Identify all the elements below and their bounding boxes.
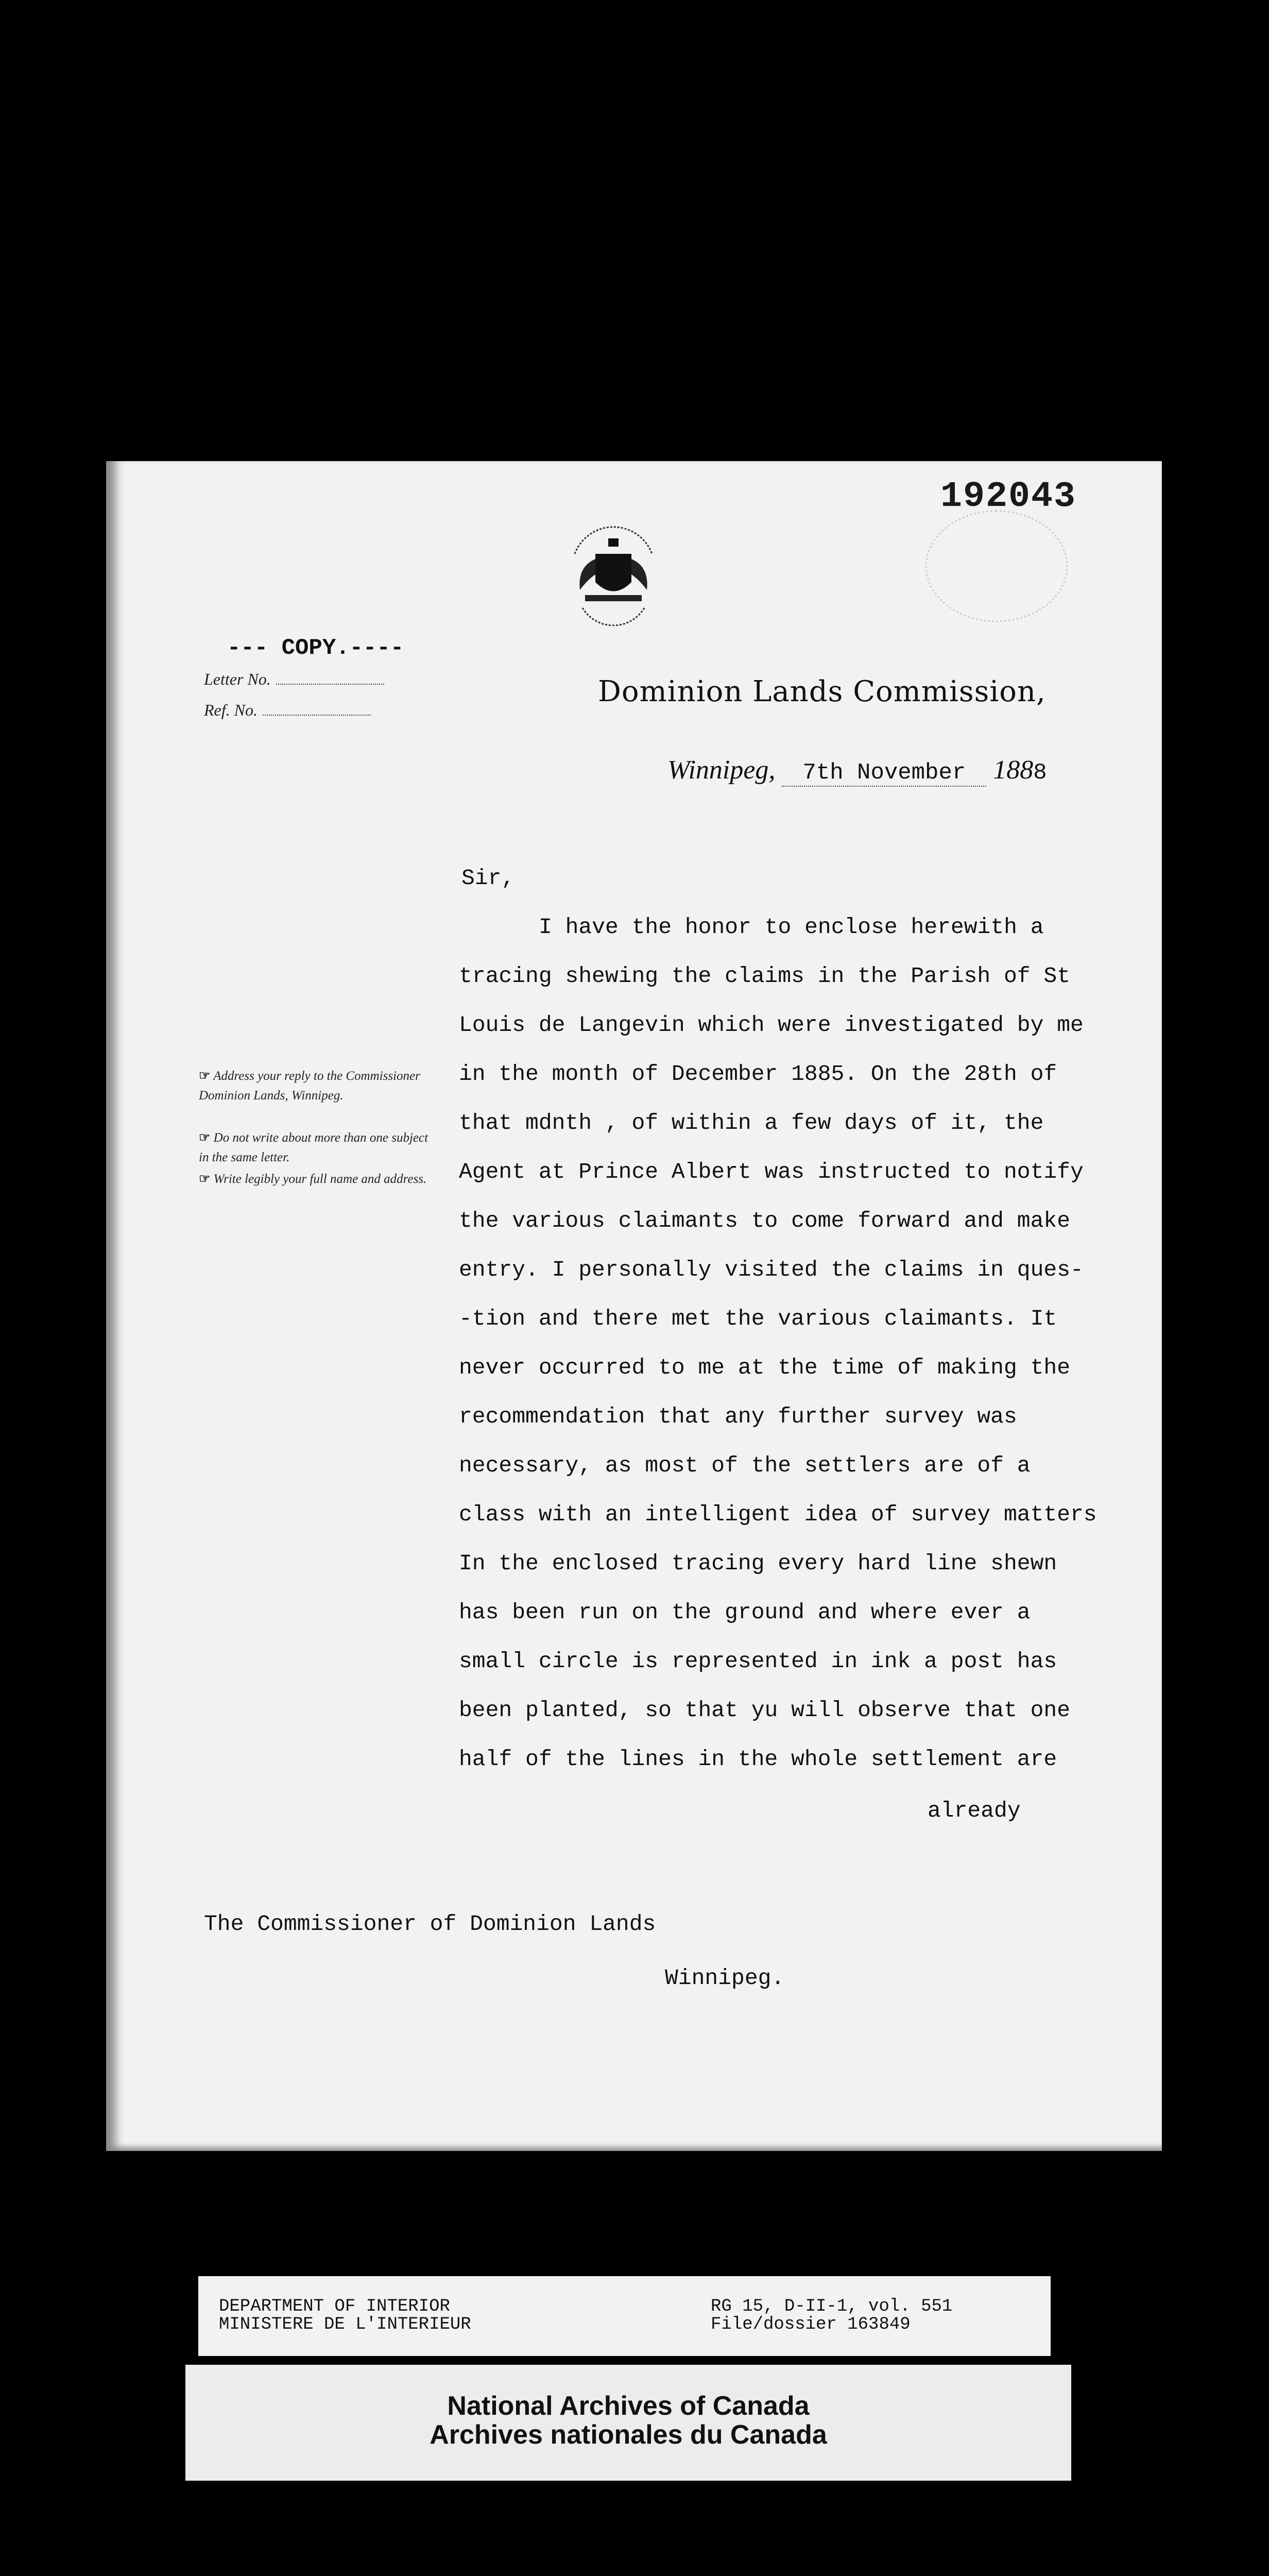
archive-name-label bbox=[185, 2365, 1071, 2481]
copy-label: --- COPY.---- bbox=[227, 635, 404, 661]
body-line: half of the lines in the whole settlement are bbox=[459, 1747, 1057, 1772]
dateline-year-printed: 188 bbox=[993, 755, 1034, 785]
continuation-word: already bbox=[928, 1798, 1021, 1823]
body-line: been planted, so that yu will observe that one bbox=[459, 1698, 1070, 1723]
sidebar-note-3-text: Write legibly your full name and address. bbox=[213, 1172, 427, 1186]
letterhead-title: Dominion Lands Commission, bbox=[598, 675, 1046, 708]
body-line: the various claimants to come forward and make bbox=[459, 1208, 1070, 1233]
archive-stamp bbox=[925, 510, 1068, 622]
body-line: I have the honor to enclose herewith a bbox=[539, 914, 1044, 940]
sidebar-note-3 bbox=[199, 1170, 431, 1189]
record-group-ref: RG 15, D-II-1, vol. 551 bbox=[711, 2297, 953, 2316]
letter-no-label: Letter No. bbox=[204, 670, 271, 688]
addressee-line-1: The Commissioner of Dominion Lands bbox=[204, 1911, 656, 1937]
body-line: small circle is represented in ink a post has bbox=[459, 1649, 1057, 1674]
body-line: entry. I personally visited the claims in ques- bbox=[459, 1257, 1084, 1282]
body-line: in the month of December 1885. On the 28th of bbox=[459, 1061, 1057, 1087]
body-line: has been run on the ground and where ever a bbox=[459, 1600, 1031, 1625]
body-line: -tion and there met the various claimants. It bbox=[459, 1306, 1057, 1331]
body-line: necessary, as most of the settlers are of a bbox=[459, 1453, 1031, 1478]
body-line: that mdnth , of within a few days of it, the bbox=[459, 1110, 1044, 1136]
body-line: In the enclosed tracing every hard line shewn bbox=[459, 1551, 1057, 1576]
serial-number: 192043 bbox=[940, 477, 1077, 517]
archive-reference-label bbox=[198, 2276, 1051, 2356]
pointing-hand-icon: ☞ bbox=[199, 1131, 211, 1145]
department-fr: MINISTERE DE L'INTERIEUR bbox=[219, 2315, 471, 2334]
pointing-hand-icon: ☞ bbox=[199, 1069, 211, 1083]
department-crest-icon bbox=[559, 518, 667, 626]
file-number: File/dossier 163849 bbox=[711, 2315, 911, 2334]
ref-no-field bbox=[204, 701, 371, 720]
body-line: Agent at Prince Albert was instructed to notify bbox=[459, 1159, 1084, 1184]
ref-no-label: Ref. No. bbox=[204, 701, 258, 719]
pointing-hand-icon: ☞ bbox=[199, 1172, 211, 1186]
dateline bbox=[667, 755, 1047, 786]
archive-name-fr: Archives nationales du Canada bbox=[430, 2420, 827, 2450]
sidebar-note-1 bbox=[199, 1066, 431, 1106]
addressee-line-2: Winnipeg. bbox=[665, 1965, 785, 1991]
body-line: Louis de Langevin which were investigated by me bbox=[459, 1012, 1084, 1038]
sidebar-note-2 bbox=[199, 1128, 431, 1167]
body-line: class with an intelligent idea of survey matters bbox=[459, 1502, 1097, 1527]
department-en: DEPARTMENT OF INTERIOR bbox=[219, 2297, 450, 2316]
dateline-year-typed: 8 bbox=[1033, 760, 1047, 786]
letter-no-field bbox=[204, 670, 384, 689]
body-line: never occurred to me at the time of making the bbox=[459, 1355, 1070, 1380]
sidebar-note-1-text: Address your reply to the Commissioner Dominion Lands, Winnipeg. bbox=[199, 1069, 420, 1103]
body-line: recommendation that any further survey was bbox=[459, 1404, 1017, 1429]
salutation: Sir, bbox=[461, 866, 515, 891]
dateline-place: Winnipeg, bbox=[667, 755, 776, 785]
body-line: tracing shewing the claims in the Parish of St bbox=[459, 963, 1070, 989]
dateline-date: 7th November bbox=[782, 760, 986, 787]
archive-name-en: National Archives of Canada bbox=[447, 2391, 810, 2421]
letter-page bbox=[106, 461, 1162, 2151]
sidebar-note-2-text: Do not write about more than one subject in the same letter. bbox=[199, 1131, 428, 1164]
